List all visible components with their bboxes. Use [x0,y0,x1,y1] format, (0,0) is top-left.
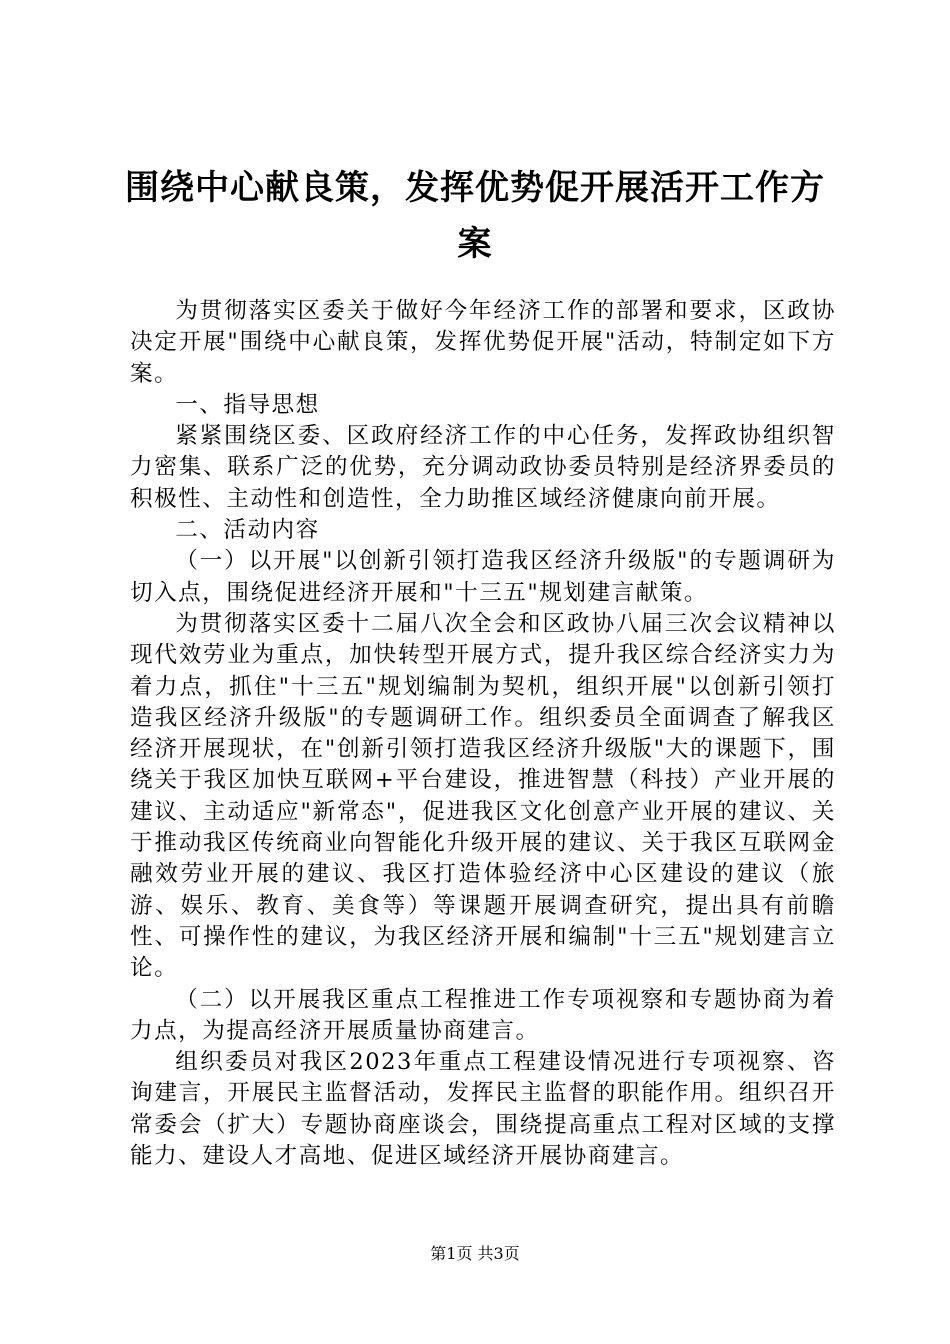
document-body [130,296,836,1172]
document-title: 围绕中心献良策，发挥优势促开展活开工作方案 [125,168,825,264]
paragraph-item-2: 组织委员对我区2023年重点工程建设情况进行专项视察、咨询建言，开展民主监督活动，发挥民主监督的职能作用。组织召开常委会（扩大）专题协商座谈会，围绕提高重点工程对区域的支撑能力、建设人才高地、促进区域经济开展协商建言。 [130,1049,836,1170]
heading-guiding-thought: 一、指导思想 [175,391,320,418]
subheading-item-2: （二）以开展我区重点工程推进工作专项视察和专题协商为着力点，为提高经济开展质量协商建言。 [130,986,836,1044]
heading-activity-content: 二、活动内容 [175,517,320,544]
subheading-item-1: （一）以开展"以创新引领打造我区经济升级版"的专题调研为切入点，围绕促进经济开展和"十三五"规划建言献策。 [130,548,836,606]
paragraph-intro: 为贯彻落实区委关于做好今年经济工作的部署和要求，区政协决定开展"围绕中心献良策，发挥优势促开展"活动，特制定如下方案。 [130,298,836,387]
page-footer: 第1页 共3页 [430,1244,520,1263]
paragraph-guiding-thought: 紧紧围绕区委、区政府经济工作的中心任务，发挥政协组织智力密集、联系广泛的优势，充分调动政协委员特别是经济界委员的积极性、主动性和创造性，全力助推区域经济健康向前开展。 [130,423,836,512]
paragraph-item-1: 为贯彻落实区委十二届八次全会和区政协八届三次会议精神以现代效劳业为重点，加快转型开展方式，提升我区综合经济实力为着力点，抓住"十三五"规划编制为契机，组织开展"以创新引领打造我区经济升级版"的专题调研工作。组织委员全面调查了解我区经济开展现状，在"创新引领打造我区经济升级版"大的课题下，围绕关于我区加快互联网+平台建设，推进智慧（科技）产业开展的建议、主动适应"新常态"，促进我区文化创意产业开展的建议、关于推动我区传统商业向智能化升级开展的建议、关于我区互联网金融效劳业开展的建议、我区打造体验经济中心区建设的建议（旅游、娱乐、教育、美食等）等课题开展调查研究，提出具有前瞻性、可操作性的建议，为我区经济开展和编制"十三五"规划建言立论。 [130,610,836,982]
